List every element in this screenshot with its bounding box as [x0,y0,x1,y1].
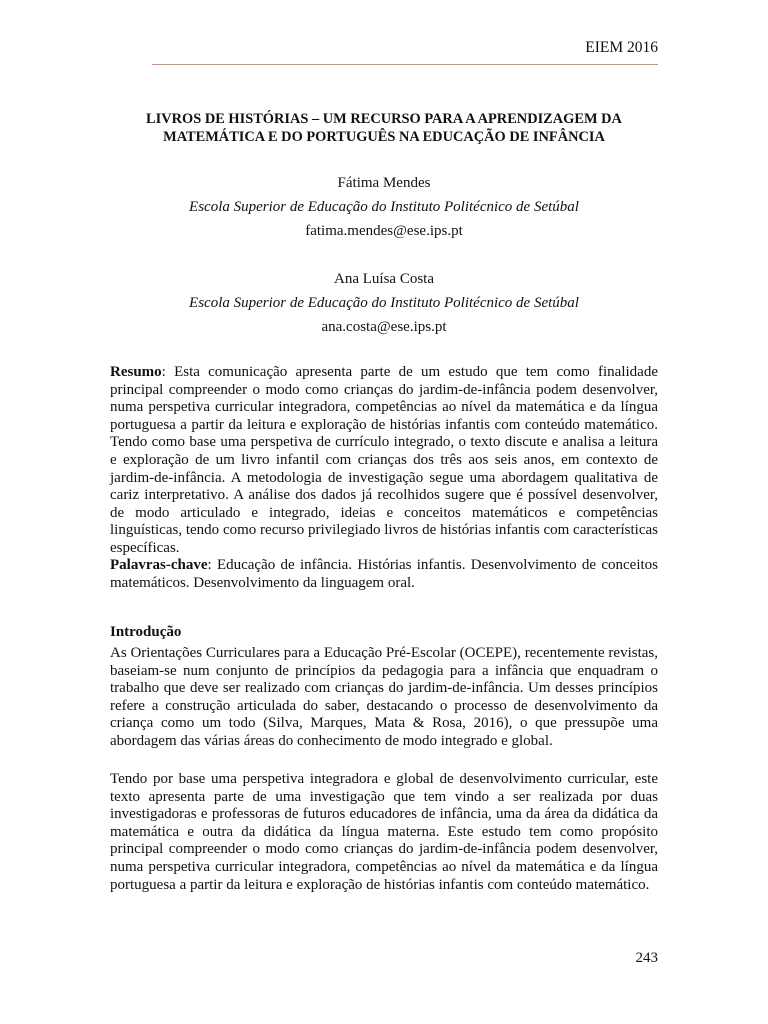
section-heading-introduction: Introdução [110,624,182,640]
author-block-2 [110,267,658,339]
intro-paragraph-1: As Orientações Curriculares para a Educação Pré-Escolar (OCEPE), recentemente revistas, baseiam-se num conjunto de princípios da pedagogia para a infância que enquadram o trabalho que deve ser realizado com crianças do jardim-de-infância. Um desses princípios refere a construção articulada do saber, destacando o processo de desenvolvimento da criança como um todo (Silva, Marques, Mata & Rosa, 2016), o que pressupõe uma abordagem das várias áreas do conhecimento de modo integrado e global. [110,645,658,749]
header-rule [152,64,658,65]
author-email: ana.costa@ese.ips.pt [321,319,447,335]
abstract [110,364,658,558]
conference-header: EIEM 2016 [585,39,658,56]
author-name: Fátima Mendes [337,175,431,191]
keywords-text: : Educação de infância. Histórias infantis. Desenvolvimento de conceitos matemáticos. Desenvolvimento da linguagem oral. [110,557,658,591]
keywords-label: Palavras-chave [110,557,208,573]
author-name: Ana Luísa Costa [334,271,434,287]
abstract-label: Resumo [110,364,162,380]
intro-paragraph-2: Tendo por base uma perspetiva integradora e global de desenvolvimento curricular, este texto apresenta parte de uma investigação que tem vindo a ser realizada por duas investigadoras e professoras de futuros educadores de infância, uma da área da didática da matemática e outra da didática da língua materna. Este estudo tem como propósito principal compreender o modo como crianças do jardim-de-infância podem desenvolver, numa perspetiva curricular integradora, competências ao nível da matemática e da língua portuguesa a partir da leitura e exploração de histórias infantis com conteúdo matemático. [110,771,658,893]
keywords [110,557,658,592]
author-email: fatima.mendes@ese.ips.pt [305,223,463,239]
paper-title [110,110,658,146]
page-number: 243 [635,950,658,966]
title-line-1: LIVROS DE HISTÓRIAS – UM RECURSO PARA A APRENDIZAGEM DA [146,111,622,127]
title-line-2: MATEMÁTICA E DO PORTUGUÊS NA EDUCAÇÃO DE INFÂNCIA [163,129,605,145]
author-affiliation: Escola Superior de Educação do Instituto Politécnico de Setúbal [189,199,579,215]
abstract-text: : Esta comunicação apresenta parte de um estudo que tem como finalidade principal compreender o modo como crianças do jardim-de-infância podem desenvolver, numa perspetiva curricular integradora, competências ao nível da matemática e da língua portuguesa a partir da leitura e exploração de histórias infantis com conteúdo matemático. Tendo como base uma perspetiva de currículo integrado, o texto discute e analisa a leitura e exploração de um livro infantil com crianças dos três aos seis anos, em contexto de jardim-de-infância. A metodologia de investigação segue uma abordagem qualitativa de cariz interpretativo. A análise dos dados já recolhidos sugere que é possível desenvolver, de modo articulado e integrado, ideias e conceitos matemáticos e competências linguísticas, tendo como recurso privilegiado livros de histórias infantis com características específicas. [110,364,658,556]
author-affiliation: Escola Superior de Educação do Instituto Politécnico de Setúbal [189,295,579,311]
author-block-1 [110,171,658,243]
